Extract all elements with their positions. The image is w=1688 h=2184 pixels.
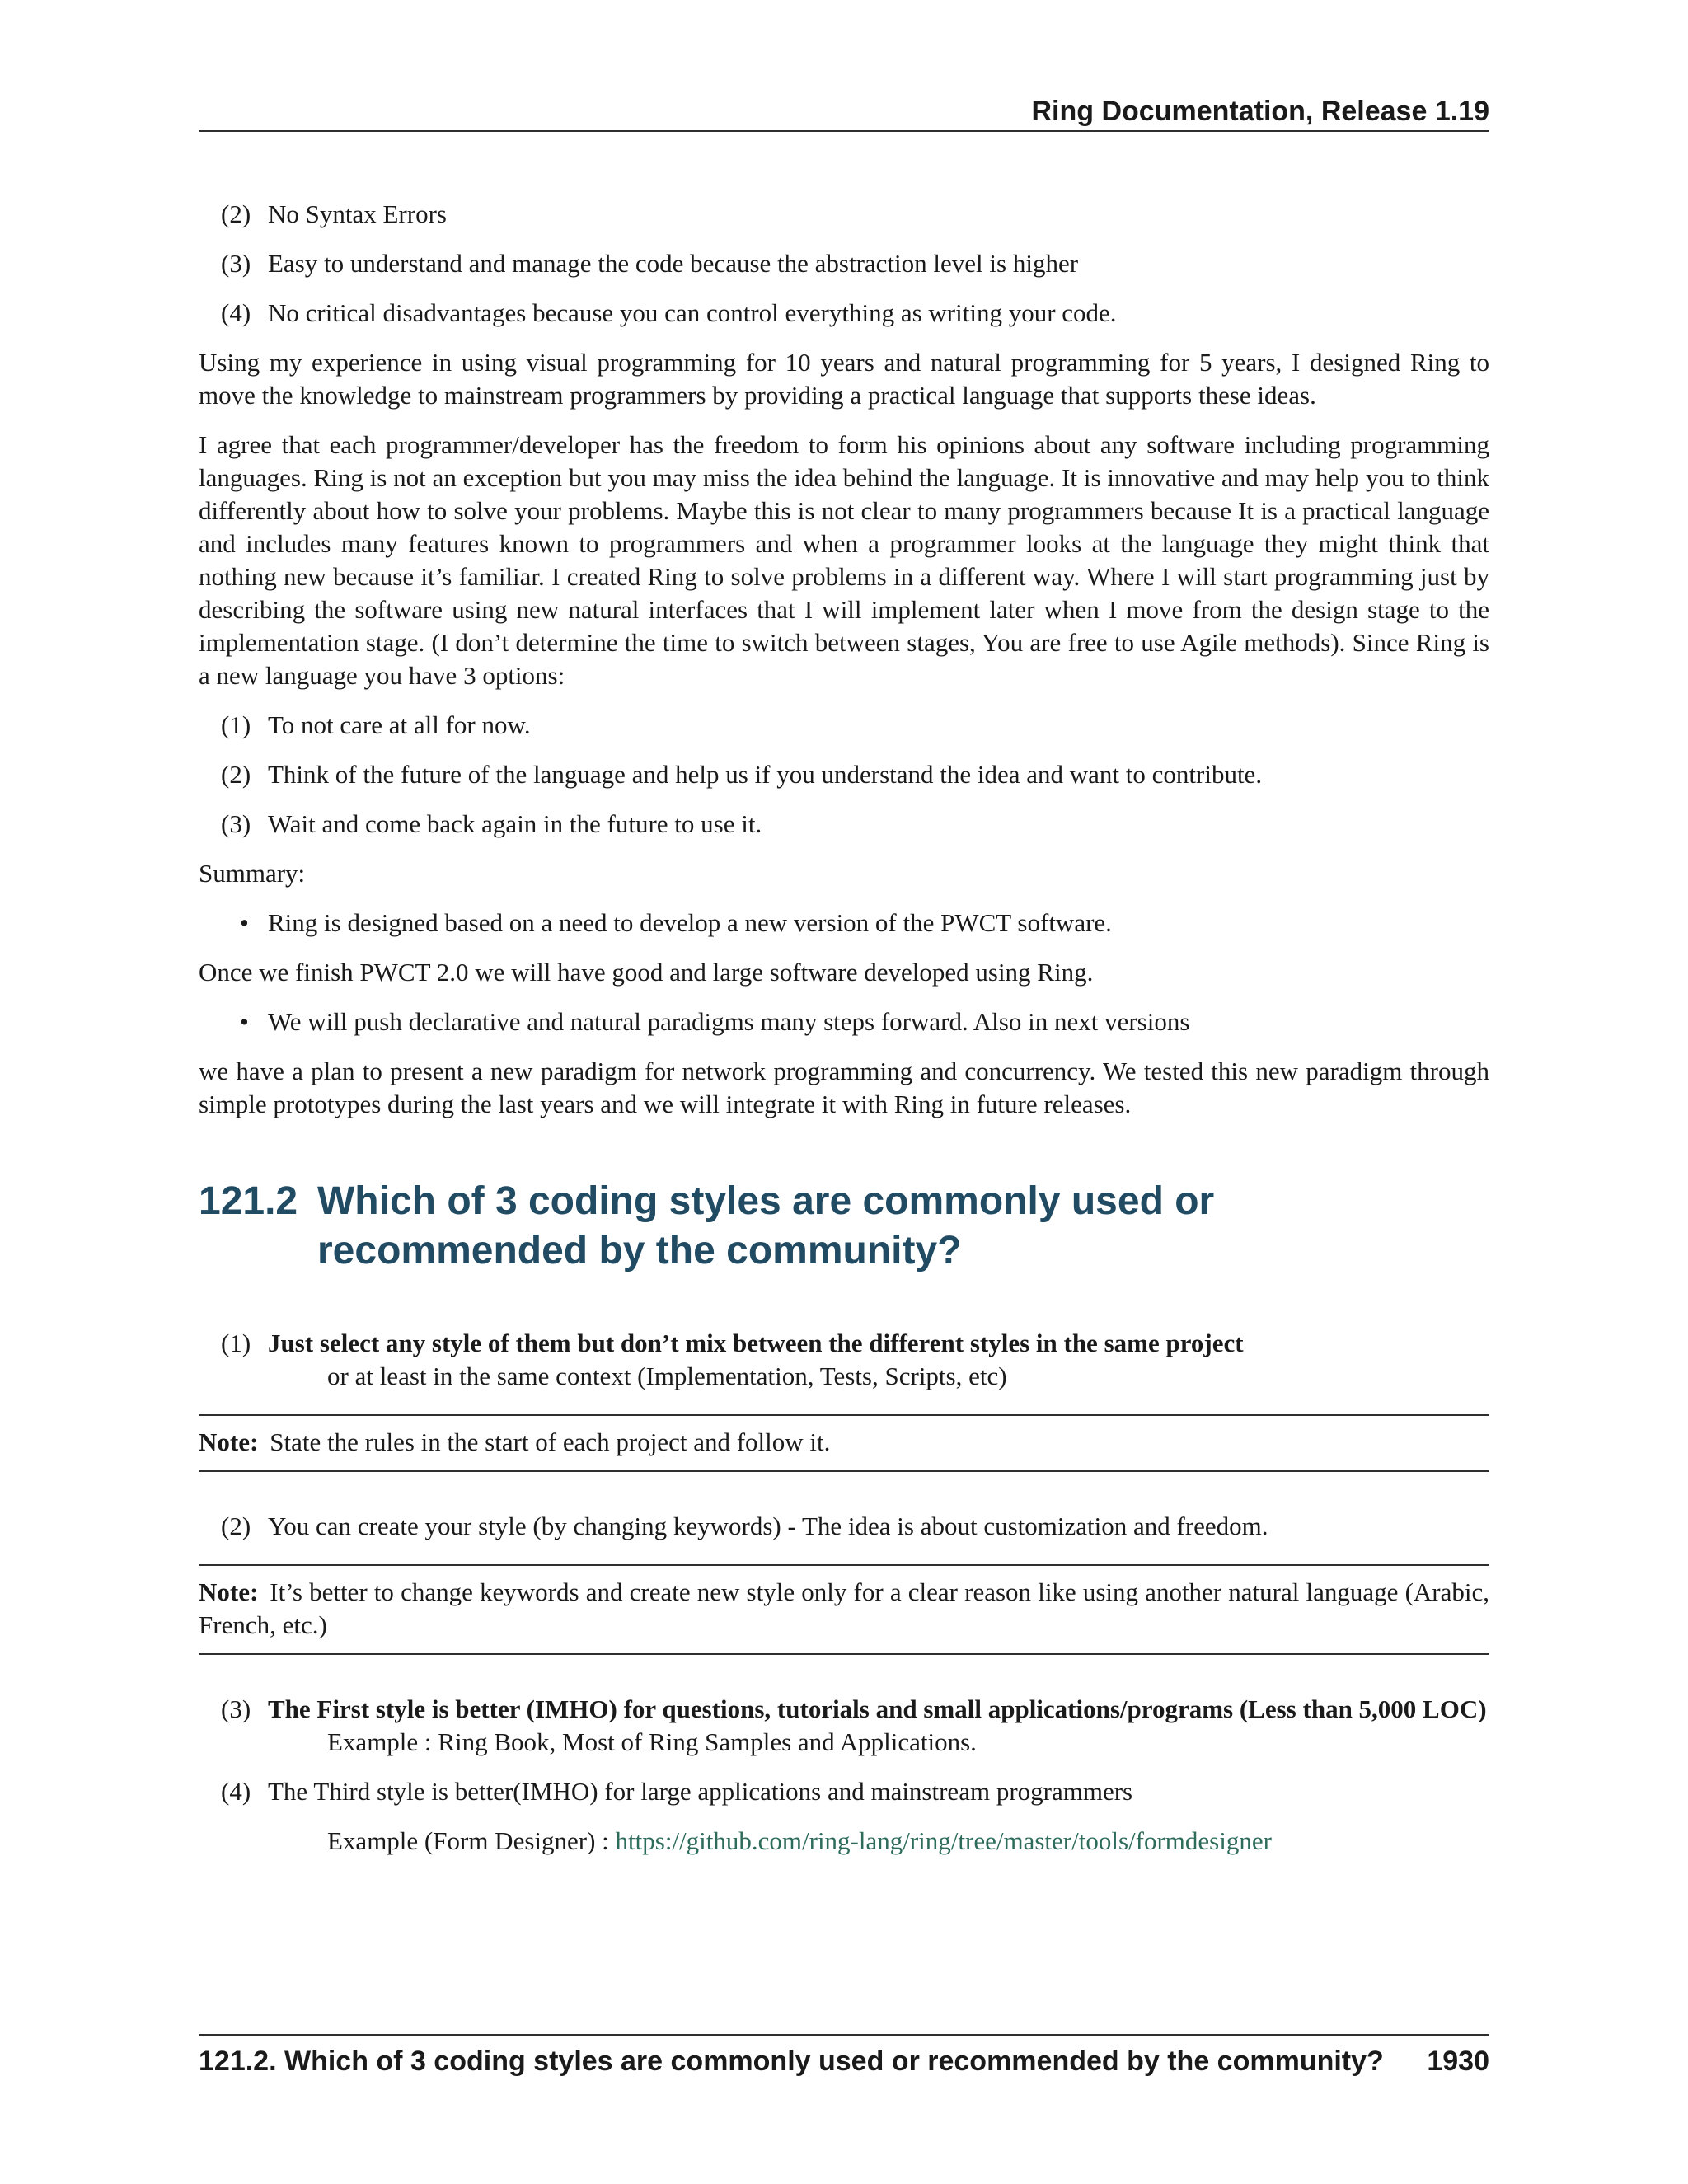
list-item: [199, 247, 1489, 280]
page-body: [199, 198, 1489, 1874]
list-text: Wait and come back again in the future to use it.: [268, 809, 762, 838]
section-heading: [199, 1177, 1489, 1276]
running-footer: [199, 2034, 1489, 2079]
list-number: (3): [221, 1694, 251, 1723]
list-item: [199, 1510, 1489, 1543]
list-number: (4): [221, 298, 251, 327]
list-number: (4): [221, 1777, 251, 1806]
bullet-icon: •: [240, 908, 249, 937]
bullet-text: Ring is designed based on a need to develop a new version of the PWCT software.: [268, 908, 1112, 937]
list-number: (2): [221, 1511, 251, 1540]
list-text-bold: The First style is better (IMHO) for questions, tutorials and small applications/programs (Less than 5,000 LOC): [268, 1694, 1487, 1723]
note-box: [199, 1414, 1489, 1472]
bullet-icon: •: [240, 1007, 249, 1036]
paragraph-paradigm: we have a plan to present a new paradigm for network programming and concurrency. We tested this new paradigm through simple prototypes during the last years and we will integrate it with Ring in future releases.: [199, 1057, 1489, 1118]
note-label: Note:: [199, 1427, 259, 1456]
note-text: It’s better to change keywords and create new style only for a clear reason like using another natural language (Arabic, French, etc.): [199, 1577, 1489, 1639]
list-item: [199, 297, 1489, 330]
footer-section-title: 121.2. Which of 3 coding styles are commonly used or recommended by the community?: [199, 2046, 1384, 2077]
formdesigner-link[interactable]: https://github.com/ring-lang/ring/tree/master/tools/formdesigner: [615, 1826, 1272, 1855]
list-item: [199, 808, 1489, 841]
list-text: You can create your style (by changing keywords) - The idea is about customization and freedom.: [268, 1511, 1268, 1540]
list-item: [199, 1327, 1489, 1393]
list-item: [199, 1693, 1489, 1759]
list-text: Easy to understand and manage the code because the abstraction level is higher: [268, 249, 1079, 278]
list-number: (2): [221, 760, 251, 789]
running-header: Ring Documentation, Release 1.19: [199, 92, 1489, 132]
list-continuation: Example : Ring Book, Most of Ring Samples and Applications.: [327, 1727, 977, 1756]
list-text-bold: Just select any style of them but don’t mix between the different styles in the same project: [268, 1329, 1244, 1357]
note-text: State the rules in the start of each project and follow it.: [270, 1427, 831, 1456]
note-box: [199, 1564, 1489, 1655]
paragraph-pwct: Once we finish PWCT 2.0 we will have good and large software developed using Ring.: [199, 958, 1094, 987]
list-number: (3): [221, 809, 251, 838]
list-continuation: [268, 1825, 1489, 1858]
summary-label: Summary:: [199, 859, 306, 888]
list-text: Think of the future of the language and help us if you understand the idea and want to contribute.: [268, 760, 1263, 789]
paragraph-opinions: I agree that each programmer/developer has the freedom to form his opinions about any software including programming languages. Ring is not an exception but you may miss the idea behind the language. It is innovative and may help you to think differently about how to solve your problems. Maybe this is not clear to many programmers because It is a practical language and includes many features known to programmers and when a programmer looks at the language they might think that nothing new because it’s familiar. I created Ring to solve problems in a different way. Where I will start programming just by describing the software using new natural interfaces that I will implement later when I move from the design stage to the implementation stage. (I don’t determine the time to switch between stages, You are free to use Agile methods). Since Ring is a new language you have 3 options:: [199, 430, 1489, 690]
list-number: (1): [221, 710, 251, 739]
page-number: 1930: [1427, 2046, 1489, 2077]
bullet-item: [199, 907, 1489, 940]
section-title-text: Which of 3 coding styles are commonly used or recommended by the community?: [317, 1179, 1215, 1272]
note-label: Note:: [199, 1577, 259, 1606]
example-label: Example (Form Designer) :: [327, 1826, 609, 1855]
list-item: [199, 758, 1489, 791]
list-text: No critical disadvantages because you can control everything as writing your code.: [268, 298, 1117, 327]
list-number: (2): [221, 199, 251, 228]
list-text: To not care at all for now.: [268, 710, 531, 739]
list-text: The Third style is better(IMHO) for large applications and mainstream programmers: [268, 1777, 1133, 1806]
list-item: [199, 1775, 1489, 1858]
document-page: [199, 0, 1489, 2184]
list-continuation: or at least in the same context (Implementation, Tests, Scripts, etc): [327, 1361, 1007, 1390]
list-text: No Syntax Errors: [268, 199, 447, 228]
section-number: 121.2: [199, 1179, 298, 1223]
list-item: [199, 709, 1489, 742]
list-number: (1): [221, 1329, 251, 1357]
list-item: [199, 198, 1489, 231]
list-number: (3): [221, 249, 251, 278]
paragraph-experience: Using my experience in using visual programming for 10 years and natural programming for 5 years, I designed Ring to move the knowledge to mainstream programmers by providing a practical language that supports these ideas.: [199, 348, 1489, 410]
bullet-text: We will push declarative and natural paradigms many steps forward. Also in next versions: [268, 1007, 1190, 1036]
bullet-item: [199, 1005, 1489, 1038]
